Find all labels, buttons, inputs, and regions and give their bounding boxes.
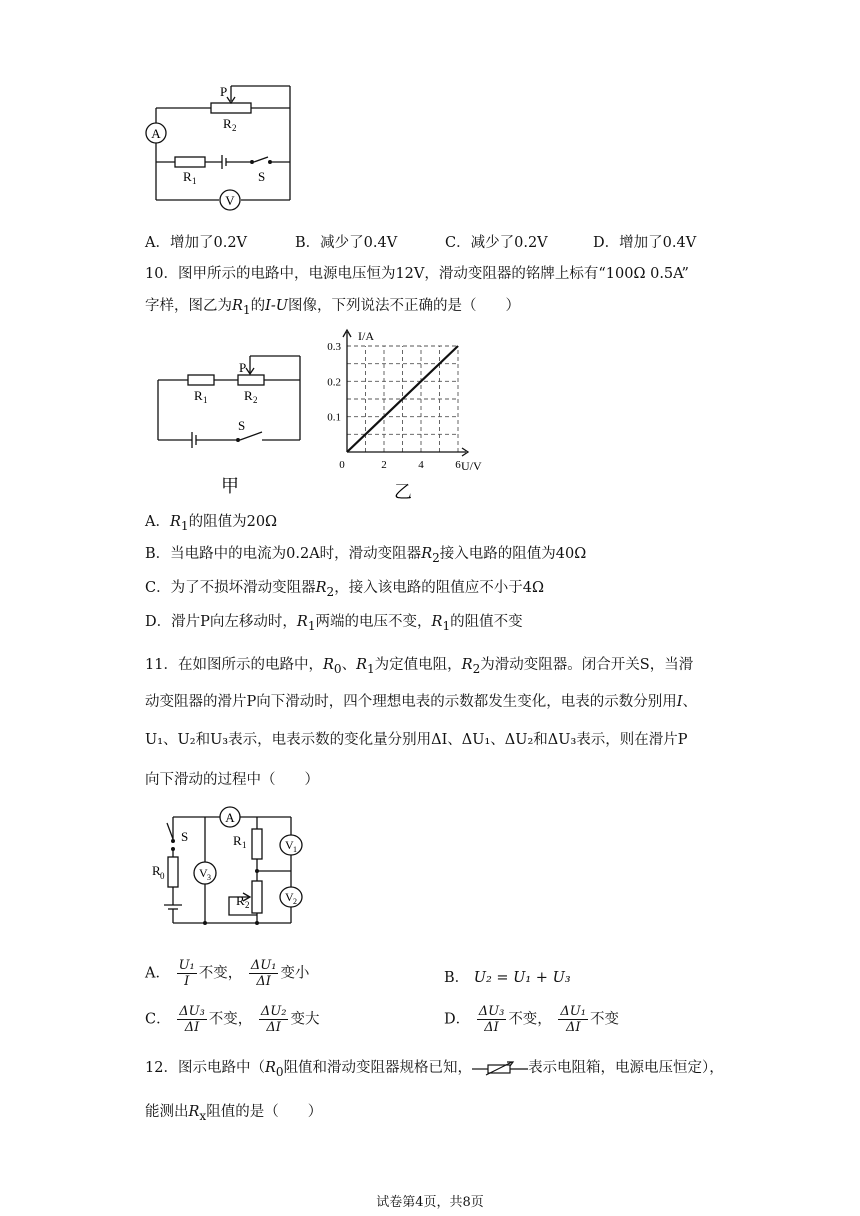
q9-circuit-diagram (130, 78, 300, 218)
y-tick-label: 0.3 (327, 341, 341, 353)
q11-option-d: D． $\frac{\text{ΔU₃}}{\Delta I}$ 不变， $\frac{\text{ΔU₁}}{\Delta I}$ 不变 (444, 1004, 619, 1035)
q11-option-a: A． $\frac{\text{U₁}}{I}$ 不变， $\frac{\text{ΔU₁}}{\Delta I}$ 变小 (145, 958, 310, 989)
q11-option-b: B． U₂ = U₁ + U₃ (444, 970, 571, 986)
q10-option-d: D．滑片P向左移动时，$R_1$两端的电压不变，$R_1$的阻值不变 (145, 614, 523, 633)
resistance-box-icon (472, 1060, 528, 1076)
q10-r2-label: R (244, 388, 253, 403)
q9-r2-label: R (223, 116, 232, 131)
y-tick-label: 0.1 (327, 411, 341, 424)
q9-slider-label: P (220, 84, 228, 99)
q9-option-c: C．减少了0.2V (445, 235, 548, 251)
q10-iu-graph (318, 326, 498, 504)
svg-text:2: 2 (245, 900, 250, 910)
q9-r1-label: R (183, 169, 192, 184)
svg-text:0: 0 (160, 871, 165, 881)
q11-circuit-diagram (145, 805, 325, 935)
q11-v3-label: V (199, 866, 208, 880)
q11-stem-line1: 11．在如图所示的电路中，$R_0$、$R_1$为定值电阻，$R_2$为滑动变阻器。闭合开关S，当滑 (145, 657, 694, 676)
svg-text:2: 2 (253, 395, 258, 405)
q10-option-c: C．为了不损坏滑动变阻器$R_2$，接入该电路的阻值应不小于4Ω (145, 580, 544, 599)
q11-v1-label: V (285, 838, 294, 852)
svg-text:1: 1 (192, 176, 197, 186)
y-axis-label: I/A (358, 329, 374, 343)
q10-option-a: A．$R_1$的阻值为20Ω (145, 514, 278, 533)
q11-r2-label: R (236, 893, 245, 908)
q9-option-a: A．增加了0.2V (145, 235, 248, 251)
q10-circuit-caption: 甲 (221, 476, 239, 496)
q10-r1-label: R (194, 388, 203, 403)
q12-stem-line1: 12．图示电路中（$R_0$阻值和滑动变阻器规格已知， 表示电阻箱，电源电压恒定）， (145, 1060, 724, 1079)
svg-text:2: 2 (232, 123, 237, 133)
x-tick-label: 6 (455, 459, 461, 471)
svg-text:3: 3 (207, 873, 211, 882)
q11-r1-label: R (233, 833, 242, 848)
q10-option-b: B．当电路中的电流为0.2A时，滑动变阻器$R_2$接入电路的阻值为40Ω (145, 546, 587, 565)
q11-stem-line4: 向下滑动的过程中（ ） (145, 772, 319, 788)
q11-v2-label: V (285, 890, 294, 904)
q10-switch-label: S (238, 418, 246, 433)
svg-text:1: 1 (203, 395, 208, 405)
q10-slider-label: P (239, 360, 247, 375)
q9-option-b: B．减少了0.4V (295, 235, 398, 251)
q11-r0-label: R (152, 863, 161, 878)
q9-voltmeter-label: V (225, 193, 235, 208)
svg-text:2: 2 (293, 897, 297, 906)
q11-ammeter-label: A (225, 810, 235, 825)
x-tick-label: 0 (339, 459, 345, 471)
q9-option-d: D．增加了0.4V (593, 235, 697, 251)
q9-ammeter-label: A (151, 126, 161, 141)
q11-switch-label: S (181, 829, 189, 844)
q10-circuit-diagram (150, 352, 310, 502)
y-tick-label: 0.2 (327, 376, 341, 389)
q10-stem-line1: 10．图甲所示的电路中，电源电压恒为12V，滑动变阻器的铭牌上标有“100Ω 0.5A” (145, 266, 689, 282)
q12-stem-line2: 能测出$R_x$阻值的是（ ） (145, 1104, 323, 1123)
q11-option-c: C． $\frac{\text{ΔU₃}}{\Delta I}$ 不变， $\frac{\text{ΔU₂}}{\Delta I}$ 变大 (145, 1004, 320, 1035)
svg-text:1: 1 (242, 840, 247, 850)
svg-text:1: 1 (293, 845, 297, 854)
q10-graph-caption: 乙 (394, 482, 412, 502)
x-axis-label: U/V (461, 459, 482, 473)
page-footer: 试卷第4页，共8页 (376, 1195, 484, 1210)
x-tick-label: 2 (381, 459, 387, 471)
x-tick-label: 4 (418, 459, 424, 471)
q11-stem-line3: U₁、U₂和U₃表示，电表示数的变化量分别用ΔI、ΔU₁、ΔU₂和ΔU₃表示，则在滑片P (145, 732, 688, 748)
q9-switch-label: S (258, 169, 266, 184)
q10-stem-line2: 字样，图乙为$R_1$的I-U图像，下列说法不正确的是（ ） (145, 298, 520, 317)
q11-stem-line2: 动变阻器的滑片P向下滑动时，四个理想电表的示数都发生变化，电表的示数分别用I、 (145, 694, 697, 710)
